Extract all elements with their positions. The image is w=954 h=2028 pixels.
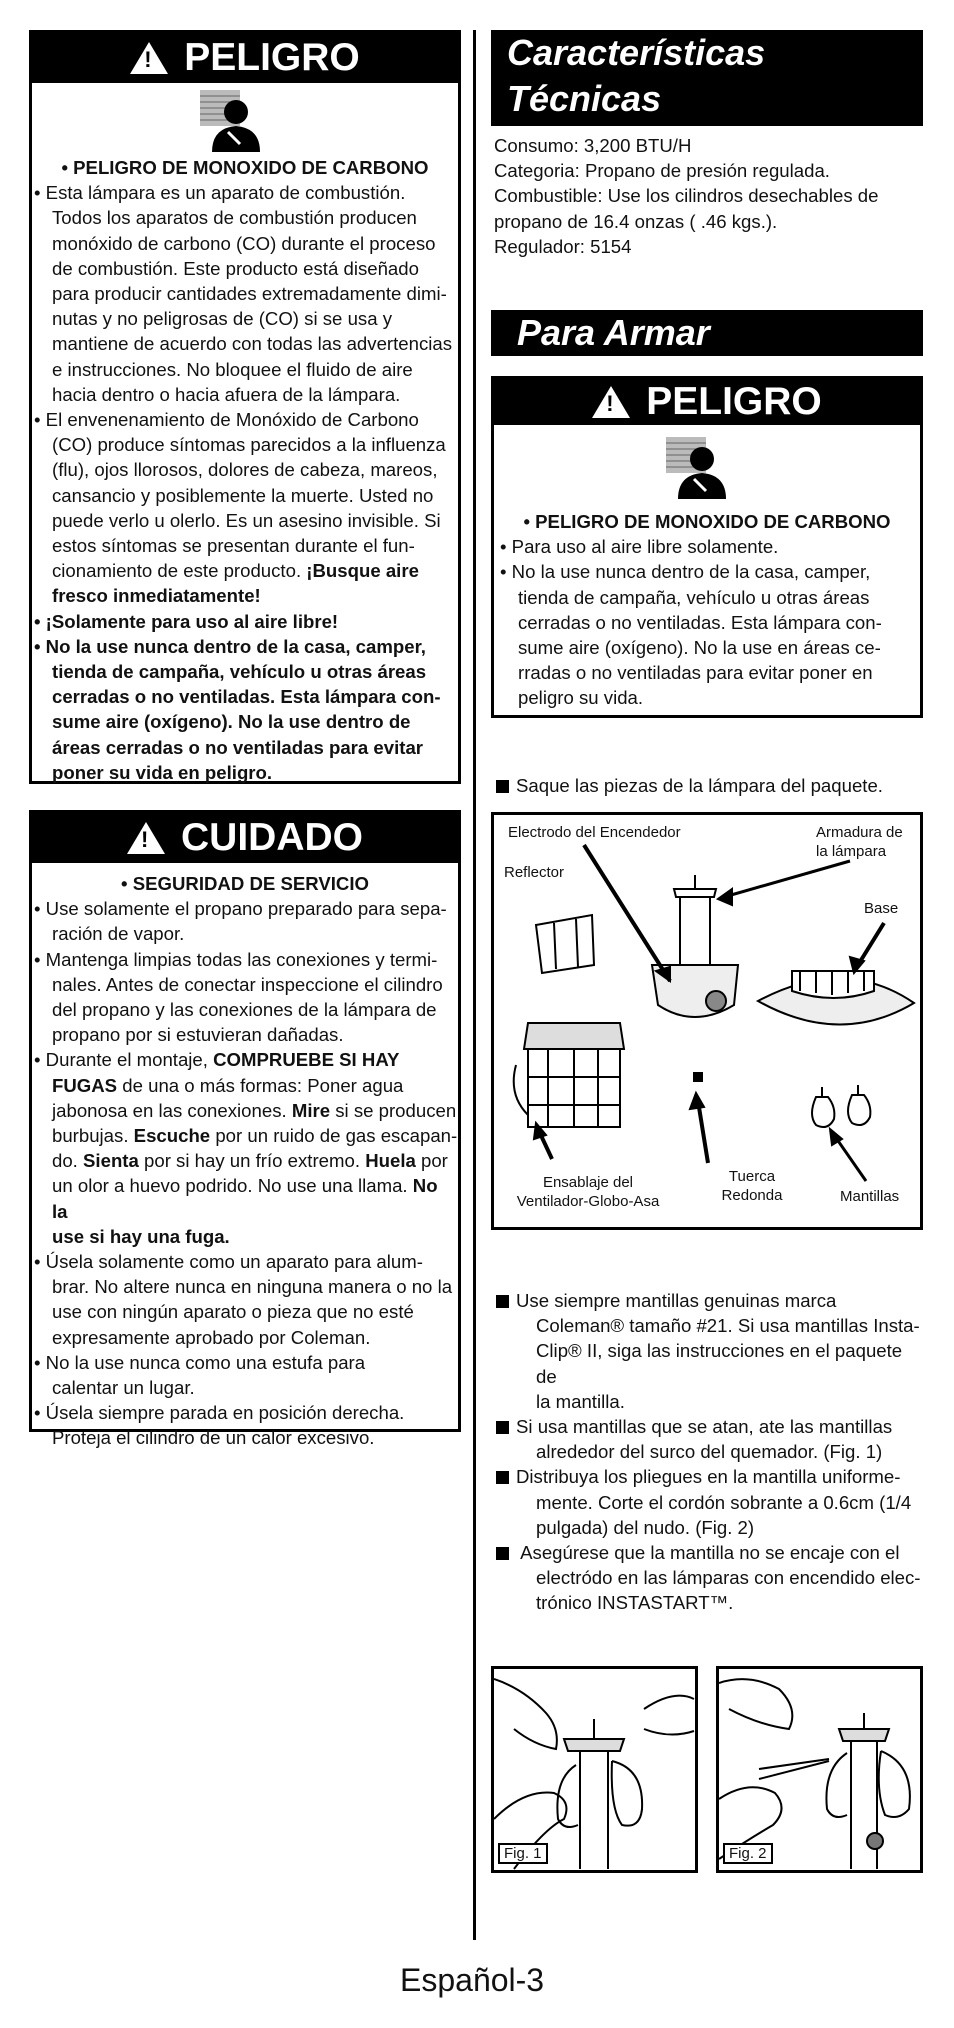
- text-line: • El envenenamiento de Monóxido de Carbono: [34, 409, 419, 431]
- co-hazard-icon: [664, 435, 728, 499]
- text-line: hacia dentro o hacia afuera de la lámpara.: [52, 383, 401, 405]
- text-line: (flu), ojos llorosos, dolores de cabeza, mareos,: [52, 459, 438, 481]
- text-line: • Mantenga limpias todas las conexiones y termi-: [34, 948, 438, 970]
- text-line: monóxido de carbono (CO) durante el proceso: [52, 232, 436, 254]
- co-hazard-icon: [198, 88, 262, 152]
- label-reflector: Reflector: [504, 864, 565, 881]
- label-base: Base: [864, 900, 899, 917]
- text-line: cansancio y posiblemente la muerte. Usted no: [52, 484, 434, 506]
- fig2-drawing: [719, 1669, 920, 1870]
- text-line: • ¡Solamente para uso al aire libre!: [34, 610, 339, 632]
- text-line: • No la use nunca dentro de la casa, camper,: [34, 635, 426, 657]
- text-line: de combustión. Este producto está diseñado: [52, 257, 419, 279]
- text-line: estos síntomas se presentan durante el fun-: [52, 535, 415, 557]
- square-bullet-icon: [496, 1421, 509, 1434]
- text-line: Todos los aparatos de combustión producen: [52, 207, 417, 229]
- text-line: calentar un lugar.: [52, 1377, 195, 1399]
- fig2-label: Fig. 2: [723, 1843, 773, 1864]
- list-item: Distribuya los pliegues en la mantilla uniforme- mente. Corte el cordón sobrante a 0.6cm (1/4 pulgada) del nudo. (Fig. 2): [494, 1464, 926, 1540]
- fig1-drawing: [494, 1669, 695, 1870]
- danger-subtitle: • PELIGRO DE MONOXIDO DE CARBONO: [61, 157, 429, 178]
- text-line: propano por si estuvieran dañadas.: [52, 1024, 344, 1046]
- square-bullet-icon: [496, 1471, 509, 1484]
- column-divider: [473, 30, 476, 1940]
- fig1-label: Fig. 1: [498, 1843, 548, 1864]
- warning-triangle-icon: [130, 42, 168, 74]
- text-line: nales. Antes de conectar inspeccione el cilindro: [52, 973, 443, 995]
- specs-title: Características Técnicas: [491, 30, 923, 126]
- text-line: mantiene de acuerdo con todas las advertencias: [52, 333, 453, 355]
- list-item: Use siempre mantillas genuinas marca Coleman® tamaño #21. Si usa mantillas Insta- Clip® II, siga las instrucciones en el paquete de la mantilla.: [494, 1288, 926, 1414]
- text-line: fresco inmediatamente!: [52, 585, 261, 607]
- text-line: cionamiento de este producto.: [52, 560, 302, 582]
- square-bullet-icon: [496, 1295, 509, 1308]
- text-line: del propano y las conexiones de la lámpara de: [52, 999, 437, 1021]
- specs-text: Consumo: 3,200 BTU/H Categoria: Propano de presión regulada. Combustible: Use los cilindros desechables de propano de 16.4 onzas ( .46 kgs.). Regulador: 5154: [494, 135, 879, 257]
- text-line: expresamente aprobado por Coleman.: [52, 1326, 371, 1348]
- label-frame: Armadura de la lámpara: [816, 824, 903, 860]
- text-line: para producir cantidades extremadamente dimi-: [52, 283, 447, 305]
- caution-box: ! CUIDADO • SEGURIDAD DE SERVICIO • Use solamente el propano preparado para sepa- ración de vapor. • Mantenga limpias todas las conexiones y termi- nales. Antes de conectar inspeccione el cilindro del propano y las conexiones de la lámpara de propano por si estuvieran dañadas. • Durante el montaje, COMPRUEBE SI HAY FUGAS de una o más formas: Poner agua jabonosa en las conexiones. Mire si se producen burbujas. Escuche por un ruido de gas escapan- do. Sienta por si hay un frío extremo. Huela por un olor a huevo podrido. No use una llama. No la use si hay una fuga. • Úsela solamente como un aparato para alum- brar. No altere nunca en ninguna manera o no la use con ningún aparato o pieza que no esté expresamente aprobado por Coleman. • No la use nunca como una estufa para calentar un lugar. • Úsela siempre parada en posición derecha. Proteja el cilindro de un calor excesivo.: [29, 810, 461, 1432]
- text-line: nutas y no peligrosas de (CO) si se usa y: [52, 308, 393, 330]
- text-line: ración de vapor.: [52, 923, 185, 945]
- text-line: áreas cerradas o no ventiladas para evitar: [52, 736, 424, 758]
- mantle-steps: [494, 1288, 926, 1616]
- text-line: • Esta lámpara es un aparato de combustión.: [34, 182, 406, 204]
- danger-header: ! PELIGRO: [32, 33, 458, 83]
- square-bullet-icon: [496, 1547, 509, 1560]
- text-line: puede verlo u olerlo. Es un asesino invisible. Si: [52, 509, 441, 531]
- text-line: tienda de campaña, vehículo u otras áreas: [52, 661, 427, 683]
- text-line: e instrucciones. No bloquee el fluido de aire: [52, 358, 413, 380]
- square-bullet-icon: [496, 780, 509, 793]
- assemble-title: Para Armar: [491, 310, 923, 356]
- figure-2: [716, 1666, 923, 1873]
- text-line: • Úsela solamente como un aparato para alum-: [34, 1251, 423, 1273]
- text-line: • Úsela siempre parada en posición derecha.: [34, 1402, 405, 1424]
- page-number: Español-3: [400, 1962, 545, 1998]
- parts-diagram: [491, 812, 923, 1230]
- text-line: brar. No altere nunca en ninguna manera o no la: [52, 1276, 453, 1298]
- assemble-danger-box: ! PELIGRO • PELIGRO DE MONOXIDO DE CARBONO • Para uso al aire libre solamente. • No la use nunca dentro de la casa, camper, tienda de campaña, vehículo u otras áreas cerradas o no ventiladas. Esta lámpara con- sume aire (oxígeno). No la use en áreas ce- rradas o no ventiladas para evitar poner en peligro su vida.: [491, 376, 923, 718]
- warning-triangle-icon: [592, 386, 630, 418]
- unpack-step: Saque las piezas de la lámpara del paquete.: [494, 773, 946, 798]
- text-line: Proteja el cilindro de un calor excesivo.: [52, 1427, 375, 1449]
- danger-box: [29, 30, 461, 784]
- caution-header: ! CUIDADO: [32, 813, 458, 863]
- list-item: Si usa mantillas que se atan, ate las mantillas alrededor del surco del quemador. (Fig. 1): [494, 1414, 926, 1464]
- text-line: (CO) produce síntomas parecidos a la influenza: [52, 434, 446, 456]
- label-nut: Tuerca Redonda: [721, 1168, 783, 1204]
- text-line: • No la use nunca como una estufa para: [34, 1351, 366, 1373]
- warning-triangle-icon: [127, 822, 165, 854]
- text-line: sume aire (oxígeno). No la use dentro de: [52, 711, 411, 733]
- label-electrode: Electrodo del Encendedor: [508, 824, 681, 841]
- text-line: • Use solamente el propano preparado para sepa-: [34, 898, 447, 920]
- text-line: ¡Busque aire: [306, 560, 419, 582]
- label-mantles: Mantillas: [840, 1188, 900, 1205]
- text-line: cerradas o no ventiladas. Esta lámpara con-: [52, 686, 441, 708]
- text-line: use con ningún aparato o pieza que no esté: [52, 1301, 414, 1323]
- caution-subtitle: • SEGURIDAD DE SERVICIO: [121, 873, 369, 894]
- assemble-danger-header: ! PELIGRO: [494, 379, 920, 425]
- parts-drawing: [494, 815, 920, 1227]
- text-line: poner su vida en peligro.: [52, 761, 273, 783]
- figure-1: [491, 1666, 698, 1873]
- list-item: Asegúrese que la mantilla no se encaje con el electródo en las lámparas con encendido elec- trónico INSTASTART™.: [494, 1540, 926, 1616]
- label-assembly: Ensablaje del Ventilador-Globo-Asa: [516, 1174, 660, 1210]
